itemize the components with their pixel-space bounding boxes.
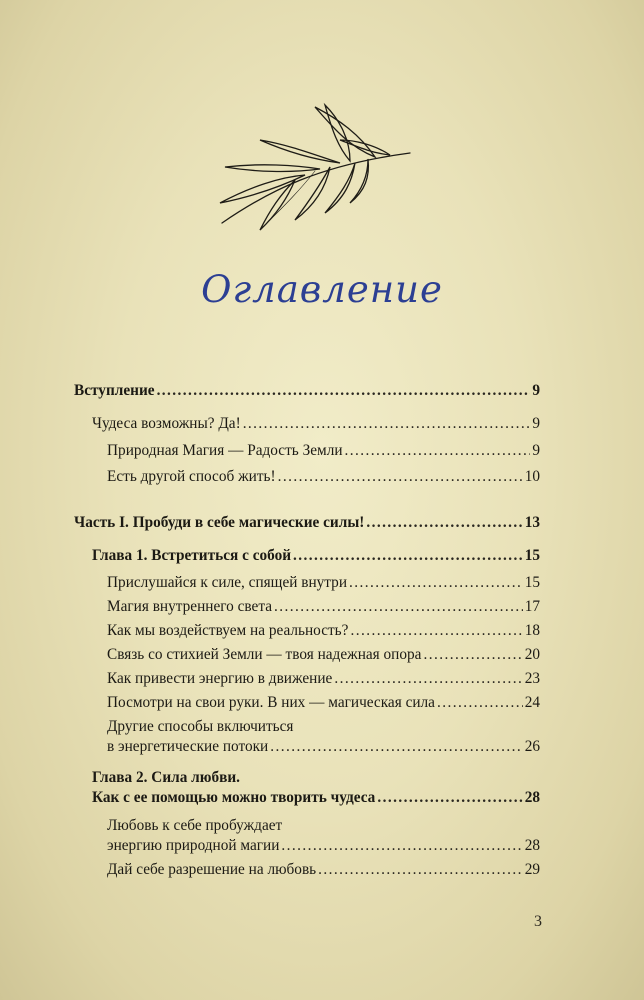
leader-dots	[157, 381, 531, 401]
toc-entry-page: 15	[524, 574, 540, 591]
toc-entry-line1: Глава 2. Сила любви.	[92, 769, 241, 786]
toc-entry[interactable]	[107, 597, 540, 617]
toc-entry-line1: Другие способы включиться	[107, 718, 294, 735]
leader-dots	[243, 414, 531, 434]
toc-entry-page: 13	[524, 514, 540, 531]
toc-entry-page: 24	[524, 694, 540, 711]
toc-entry-label: Есть другой способ жить!	[107, 468, 276, 485]
toc-entry-label: Как привести энергию в движение	[107, 670, 333, 687]
toc-entry[interactable]	[107, 737, 540, 757]
toc-entry-page: 26	[524, 738, 540, 755]
toc-entry-label: Посмотри на свои руки. В них — магическая сила	[107, 694, 435, 711]
leader-dots	[349, 573, 523, 593]
toc-entry-label: энергию природной магии	[107, 837, 280, 854]
toc-entry-page: 23	[524, 670, 540, 687]
leader-dots	[423, 645, 522, 665]
toc-entry-line1: Любовь к себе пробуждает	[107, 817, 283, 834]
leader-dots	[366, 513, 522, 533]
toc-entry[interactable]	[107, 573, 540, 593]
toc-entry-label: Прислушайся к силе, спящей внутри	[107, 574, 348, 591]
toc-entry[interactable]	[107, 441, 540, 461]
toc-entry-label: Как с ее помощью можно творить чудеса	[92, 789, 376, 806]
toc-entry-label: Часть I. Пробуди в себе магические силы!	[74, 514, 365, 531]
leader-dots	[278, 467, 523, 487]
toc-entry-page: 15	[524, 547, 540, 564]
toc-entry[interactable]	[92, 414, 540, 434]
toc-entry-page: 28	[524, 789, 540, 806]
leader-dots	[345, 441, 531, 461]
toc-entry-label: в энергетические потоки	[107, 738, 269, 755]
toc-entry-label: Глава 1. Встретиться с собой	[92, 547, 292, 564]
leader-dots	[377, 788, 522, 808]
leader-dots	[293, 546, 523, 566]
toc-entry[interactable]	[107, 860, 540, 880]
toc-entry-chapter1[interactable]	[92, 546, 540, 566]
toc-entry[interactable]	[107, 467, 540, 487]
toc-entry-page: 10	[524, 468, 540, 485]
toc-entry-page: 18	[524, 622, 540, 639]
page-number: 3	[534, 913, 542, 930]
leader-dots	[274, 597, 523, 617]
toc-entry[interactable]	[107, 836, 540, 856]
toc-entry-label: Дай себе разрешение на любовь	[107, 861, 317, 878]
toc-entry-intro[interactable]	[74, 381, 540, 401]
leader-dots	[318, 860, 523, 880]
toc-entry-label: Магия внутреннего света	[107, 598, 272, 615]
toc-entry[interactable]	[107, 693, 540, 713]
toc-entry-part1[interactable]	[74, 513, 540, 533]
toc-entry-page: 28	[524, 837, 540, 854]
toc-entry-page: 9	[532, 415, 540, 432]
leader-dots	[350, 621, 522, 641]
leader-dots	[334, 669, 522, 689]
toc-entry-label: Природная Магия — Радость Земли	[107, 442, 343, 459]
leader-dots	[437, 693, 523, 713]
toc-entry-page: 17	[524, 598, 540, 615]
toc-entry[interactable]	[107, 645, 540, 665]
toc-entry-label: Связь со стихией Земли — твоя надежная опора	[107, 646, 422, 663]
toc-heading: Оглавление	[201, 268, 443, 311]
toc-entry-label: Чудеса возможны? Да!	[92, 415, 241, 432]
leader-dots	[270, 737, 522, 757]
toc-entry-chapter2[interactable]	[92, 788, 540, 808]
toc-entry[interactable]	[107, 669, 540, 689]
toc-entry-page: 29	[524, 861, 540, 878]
leader-dots	[281, 836, 522, 856]
toc-entry-label: Вступление	[74, 382, 155, 399]
toc-entry[interactable]	[107, 621, 540, 641]
toc-entry-page: 9	[532, 382, 540, 399]
toc-entry-page: 9	[532, 442, 540, 459]
toc-entry-page: 20	[524, 646, 540, 663]
toc-entry-label: Как мы воздействуем на реальность?	[107, 622, 349, 639]
